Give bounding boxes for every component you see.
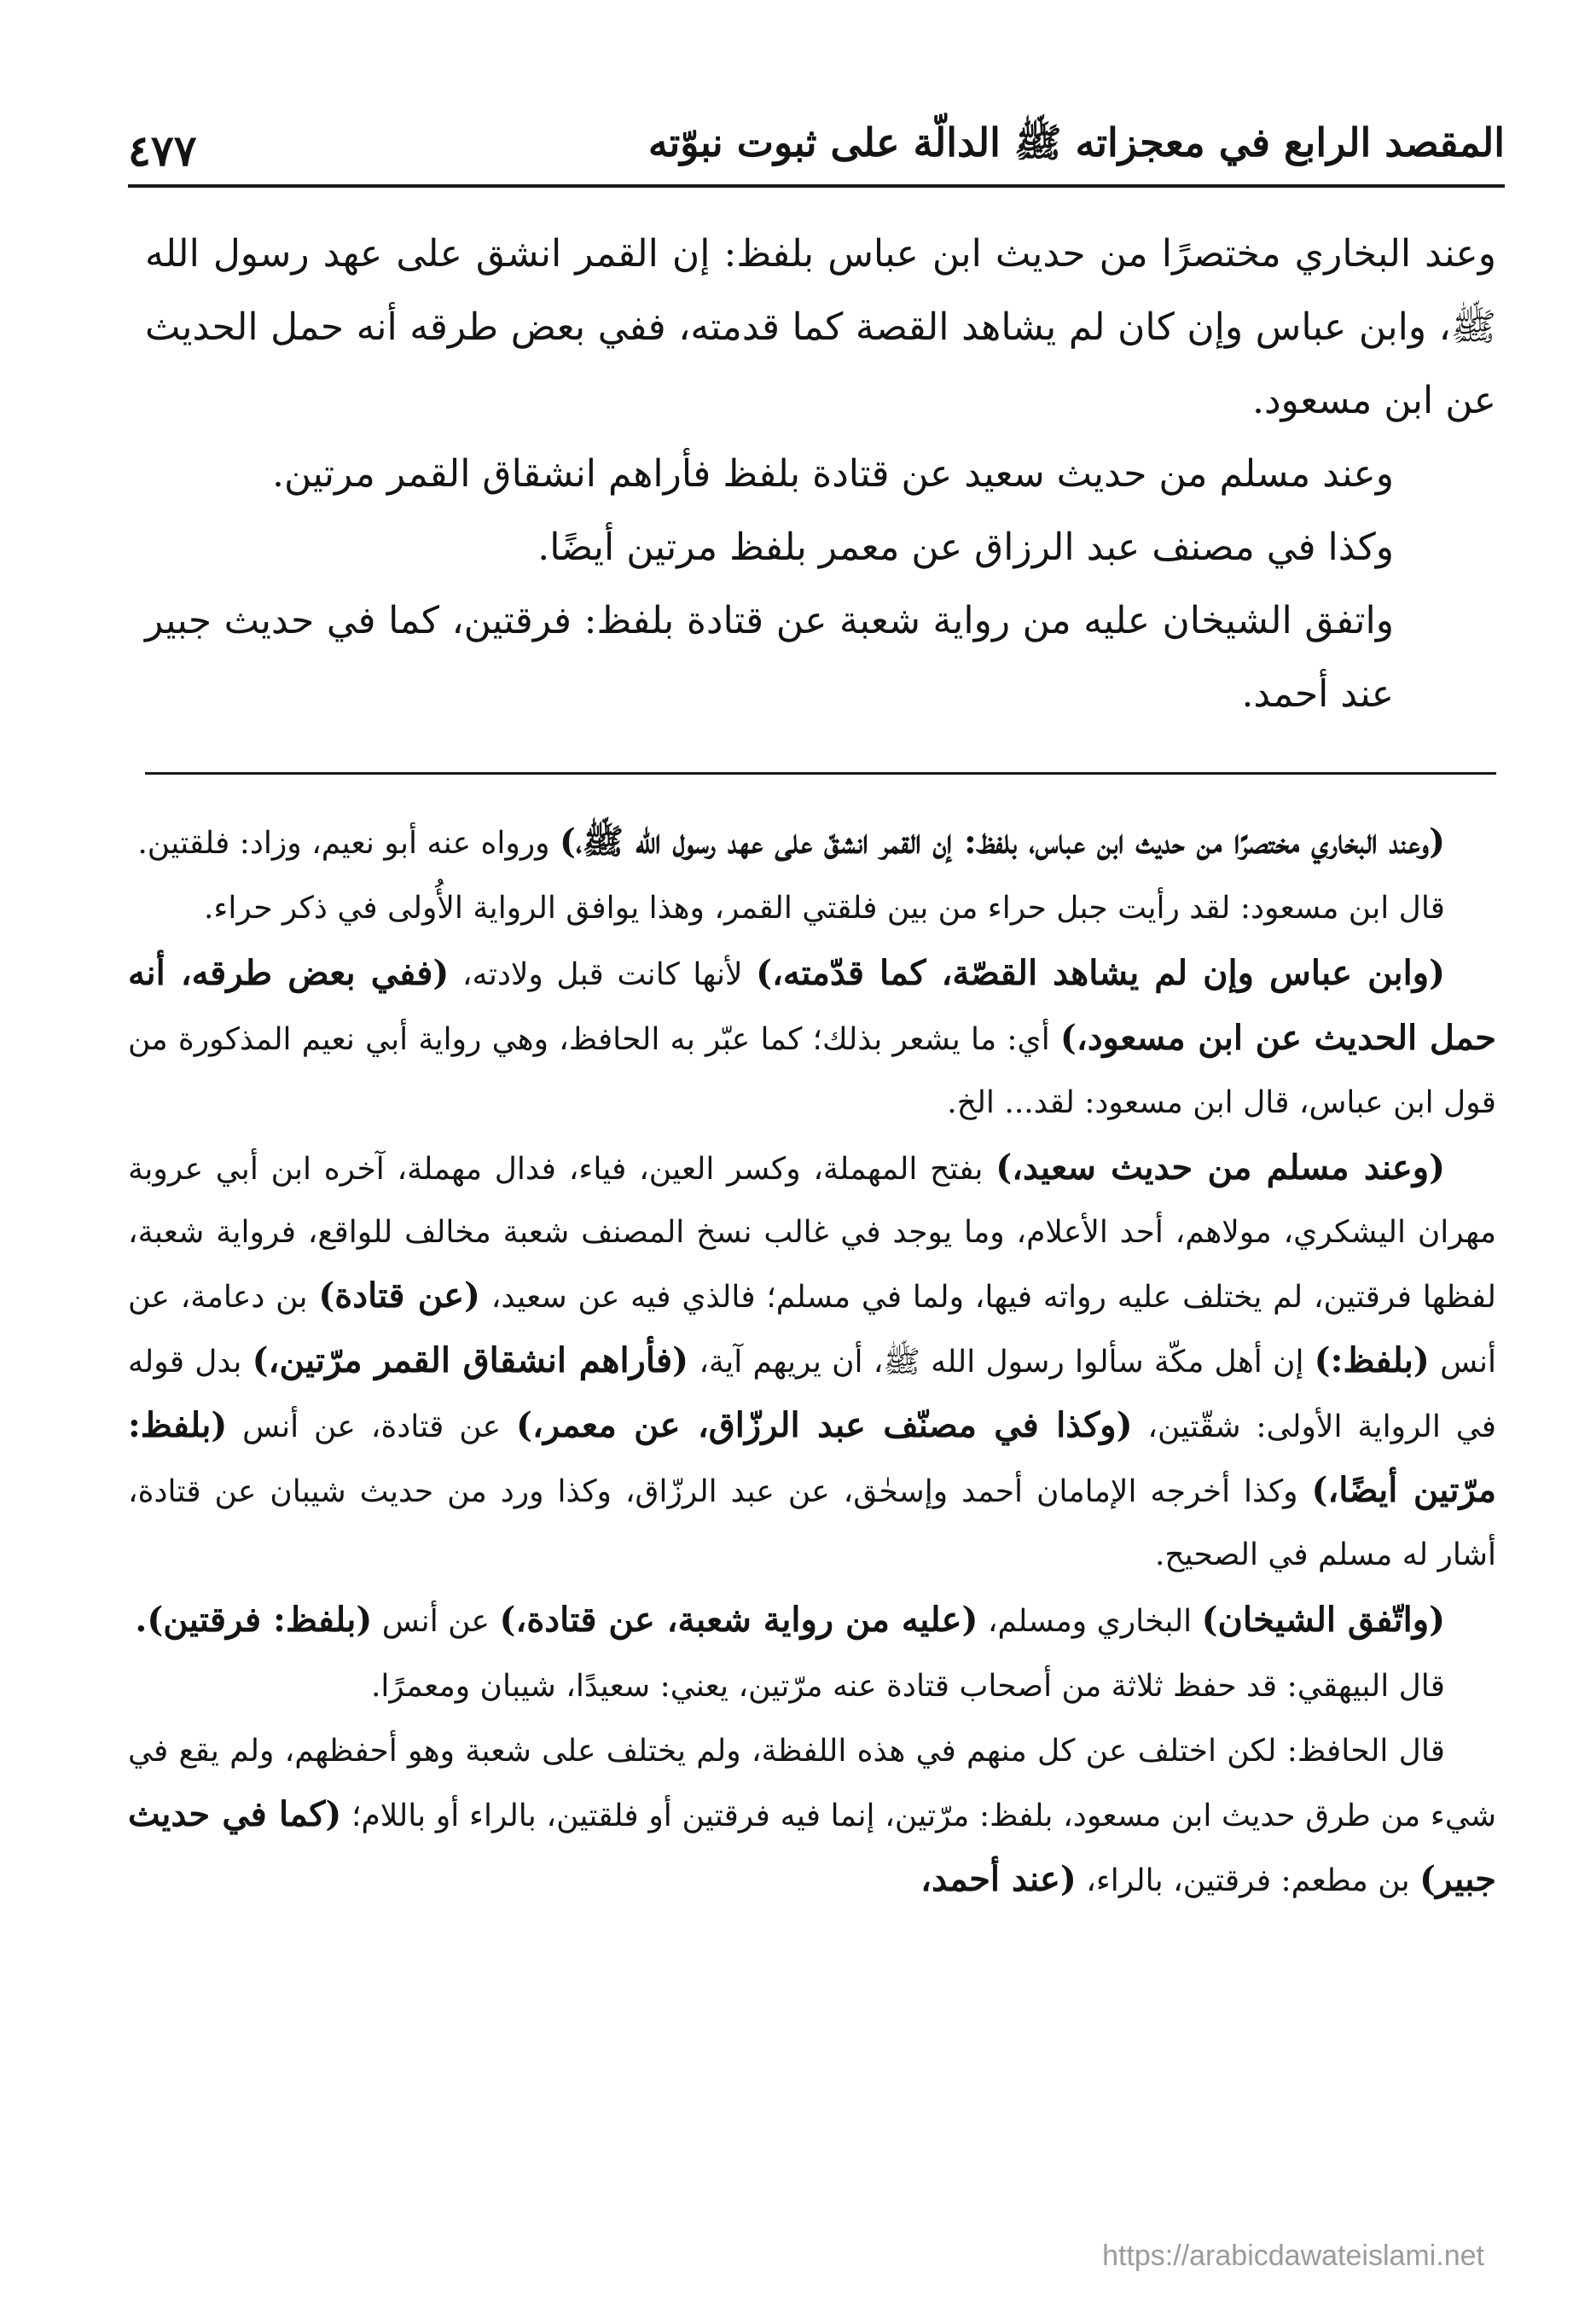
commentary-text: بن مطعم: فرقتين، بالراء، [1076, 1863, 1420, 1898]
commentary-text: قال الحافظ: لكن اختلف عن كل منهم في هذه اللفظة، ولم يختلف على شعبة وهو أحفظهم، ولم يقع في شيء من طرق حديث ابن مسعود، بلفظ: مرّتين، إنما فيه فرقتين أو فلقتين، بالراء أو باللام؛ [128, 1734, 1496, 1833]
main-paragraph: واتفق الشيخان عليه من رواية شعبة عن قتادة بلفظ: فرقتين، كما في حديث جبير عند أحمد. [145, 599, 1394, 716]
commentary-text: قال البيهقي: قد حفظ ثلاثة من أصحاب قتادة عنه مرّتين، يعني: سعيدًا، شيبان ومعمرًا. [370, 1669, 1445, 1704]
commentary-paragraph [128, 1589, 1496, 1653]
quoted-text: (وابن عباس وإن لم يشاهد القصّة، كما قدّمته،) [756, 953, 1446, 993]
watermark-url: https://arabicdawateislami.net [1102, 2240, 1484, 2272]
commentary-block [128, 810, 1496, 1914]
commentary-paragraph [128, 1720, 1496, 1913]
commentary-text: البخاري ومسلم، [978, 1604, 1202, 1639]
page-header [128, 101, 1505, 188]
commentary-text: ورواه عنه أبو نعيم، وزاد: فلقتين. [137, 826, 560, 861]
commentary-paragraph [128, 1136, 1496, 1587]
main-paragraph: وعند مسلم من حديث سعيد عن قتادة بلفظ فأراهم انشقاق القمر مرتين. [272, 452, 1394, 496]
running-title: المقصد الرابع في معجزاته ﷺ الدالّة على ثبوت نبوّته [647, 119, 1505, 166]
commentary-paragraph [128, 810, 1496, 875]
quoted-text: (بلفظ:) [1314, 1340, 1430, 1380]
main-text-block [145, 218, 1496, 731]
commentary-text: عن قتادة، عن أنس [227, 1409, 517, 1444]
commentary-paragraph [128, 877, 1496, 940]
quoted-text: (فأراهم انشقاق القمر مرّتين،) [252, 1340, 689, 1380]
page-number: ٤٧٧ [128, 125, 197, 176]
quoted-text: (بلفظ: مرّتين أيضًا،) [128, 1405, 1497, 1510]
quoted-text: (وكذا في مصنّف عبد الرزّاق، عن معمر،) [516, 1405, 1133, 1445]
quoted-text: (عليه من رواية شعبة، عن قتادة،) [499, 1600, 978, 1640]
quoted-text: (كما في حديث جبير) [128, 1794, 1496, 1899]
quoted-text: (عن قتادة) [318, 1275, 480, 1316]
commentary-paragraph [128, 1655, 1496, 1718]
commentary-paragraph [128, 942, 1496, 1135]
commentary-text: بدل قوله في الرواية الأولى: شقّتين، [128, 1345, 1496, 1444]
commentary-text: أي: ما يشعر بذلك؛ كما عبّر به الحافظ، وهي رواية أبي نعيم المذكورة من قول ابن عباس، قال ابن مسعود: لقد... الخ. [128, 1022, 1496, 1120]
commentary-text: قال ابن مسعود: لقد رأيت جبل حراء من بين فلقتي القمر، وهذا يوافق الرواية الأُولى في ذكر حراء. [203, 891, 1445, 926]
quoted-text: (عند أحمد، [920, 1859, 1077, 1899]
footnote-divider [145, 772, 1496, 775]
commentary-text: وكذا أخرجه الإمامان أحمد وإسحٰق، عن عبد الرزّاق، وكذا ورد من حديث شيبان عن قتادة، أشار له مسلم في الصحيح. [128, 1474, 1496, 1572]
quoted-text: (وعند مسلم من حديث سعيد،) [995, 1147, 1446, 1188]
commentary-text: لأنها كانت قبل ولادته، [449, 957, 757, 992]
commentary-text: بفتح المهملة، وكسر العين، فياء، فدال مهملة، آخره ابن أبي عروبة مهران اليشكري، مولاهم، أحد الأعلام، وما يوجد في غالب نسخ المصنف شعبة مخالف للواقع، فرواية شعبة، لفظها فرقتين، لم يختلف عليه رواته فيها، ولما في مسلم؛ فالذي فيه عن سعيد، [128, 1152, 1496, 1315]
main-paragraph: وعند البخاري مختصرًا من حديث ابن عباس بلفظ: إن القمر انشق على عهد رسول الله ﷺ، وابن عباس وإن كان لم يشاهد القصة كما قدمته، ففي بعض طرقه أنه حمل الحديث عن ابن مسعود. [145, 232, 1496, 422]
quoted-text: (واتّفق الشيخان) [1201, 1600, 1445, 1640]
main-paragraph: وكذا في مصنف عبد الرزاق عن معمر بلفظ مرتين أيضًا. [537, 526, 1394, 569]
commentary-text: عن أنس [372, 1604, 500, 1639]
commentary-text: بن دعامة، عن أنس [128, 1280, 1496, 1380]
quoted-text: (وعند البخاري مختصرًا من حديث ابن عباس، بلفظ: إن القمر انشقّ على عهد رسول الله ﷺ،) [559, 822, 1445, 862]
quoted-text: (بلفظ: فرقتين). [135, 1600, 373, 1640]
quoted-text: (ففي بعض طرقه، أنه حمل الحديث عن ابن مسعود،) [128, 953, 1496, 1058]
commentary-text: إن أهل مكّة سألوا رسول الله ﷺ، أن يريهم آية، [688, 1345, 1315, 1380]
